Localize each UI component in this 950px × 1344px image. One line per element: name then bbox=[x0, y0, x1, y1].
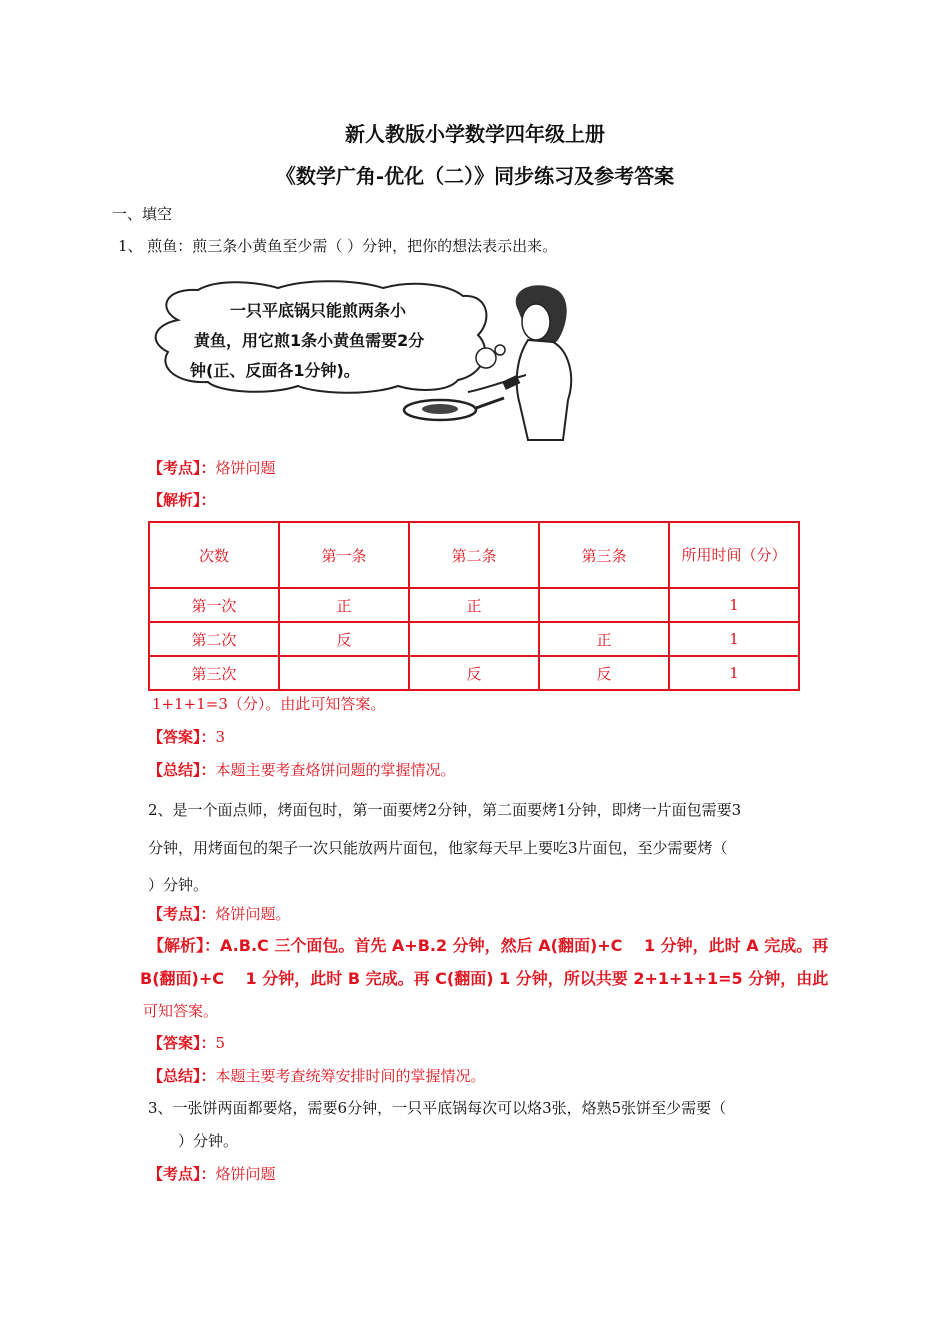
table-cell: 1 bbox=[669, 588, 799, 622]
table-cell: 正 bbox=[409, 588, 539, 622]
table-cell: 第三次 bbox=[149, 656, 279, 690]
table-cell: 反 bbox=[279, 622, 409, 656]
table-cell: 1 bbox=[669, 656, 799, 690]
answer-value: 5 bbox=[215, 1034, 226, 1052]
table-row bbox=[149, 656, 799, 690]
kaodian-value: 烙饼问题 bbox=[215, 459, 276, 477]
kaodian-value: 烙饼问题 bbox=[215, 1165, 276, 1183]
q2-line-3: ）分钟。 bbox=[148, 876, 209, 894]
q2-kaodian bbox=[148, 904, 291, 924]
section-heading: 一、填空 bbox=[112, 205, 173, 223]
table-cell bbox=[409, 622, 539, 656]
q2-jiexi-line-1: 【解析】：A.B.C 三个面包。首先 A+B.2 分钟，然后 A(翻面)+C 1 分钟，此时 A 完成。再 bbox=[148, 936, 829, 955]
q1-answer bbox=[148, 727, 225, 747]
q3-kaodian bbox=[148, 1164, 276, 1184]
table-cell: 反 bbox=[539, 656, 669, 690]
table-cell: 正 bbox=[279, 588, 409, 622]
bubble-line-3: 钟(正、反面各1分钟)。 bbox=[190, 361, 360, 380]
bubble-line-1: 一只平底锅只能煎两条小 bbox=[230, 301, 407, 320]
solution-table bbox=[148, 521, 800, 691]
body bbox=[517, 340, 571, 440]
q1-text: 1、 煎鱼：煎三条小黄鱼至少需（ ）分钟，把你的想法表示出来。 bbox=[118, 237, 558, 255]
table-row bbox=[149, 588, 799, 622]
q2-jiexi-line-3: 可知答案。 bbox=[143, 1002, 219, 1020]
table-cell: 反 bbox=[409, 656, 539, 690]
pan-handle bbox=[476, 398, 504, 408]
table-cell: 第一次 bbox=[149, 588, 279, 622]
q1-jiexi-label: 【解析】： bbox=[148, 491, 216, 509]
q3-line-2: ）分钟。 bbox=[178, 1132, 239, 1150]
kaodian-label: 【考点】： bbox=[148, 1165, 216, 1183]
summary-value: 本题主要考查烙饼问题的掌握情况。 bbox=[215, 761, 456, 779]
table-header: 第三条 bbox=[539, 522, 669, 588]
q2-jiexi-line-2: B(翻面)+C 1 分钟，此时 B 完成。再 C(翻面) 1 分钟，所以共要 2+1+1+1=5 分钟，由此 bbox=[140, 969, 829, 988]
doc-title-line1: 新人教版小学数学四年级上册 bbox=[345, 122, 605, 146]
summary-label: 【总结】： bbox=[148, 761, 216, 779]
answer-label: 【答案】： bbox=[148, 728, 216, 746]
table-header: 所用时间（分） bbox=[669, 522, 799, 588]
table-cell: 正 bbox=[539, 622, 669, 656]
table-header: 第一条 bbox=[279, 522, 409, 588]
table-header: 第二条 bbox=[409, 522, 539, 588]
table-cell bbox=[279, 656, 409, 690]
q1-calc: 1+1+1=3（分）。由此可知答案。 bbox=[152, 695, 386, 713]
bubble-line-2: 黄鱼，用它煎1条小黄鱼需要2分 bbox=[194, 331, 425, 350]
summary-label: 【总结】： bbox=[148, 1067, 216, 1085]
q1-summary bbox=[148, 760, 456, 780]
q3-line-1: 3、一张饼两面都要烙，需要6分钟，一只平底锅每次可以烙3张，烙熟5张饼至少需要（ bbox=[148, 1099, 727, 1117]
table-cell: 1 bbox=[669, 622, 799, 656]
doc-title-line2: 《数学广角-优化（二）》同步练习及参考答案 bbox=[275, 164, 675, 188]
bubble-dot bbox=[476, 348, 496, 368]
bubble-dot bbox=[495, 345, 505, 355]
table-cell bbox=[539, 588, 669, 622]
kaodian-label: 【考点】： bbox=[148, 459, 216, 477]
kaodian-value: 烙饼问题。 bbox=[215, 905, 291, 923]
table-header-row bbox=[149, 522, 799, 588]
q2-line-2: 分钟，用烤面包的架子一次只能放两片面包，他家每天早上要吃3片面包，至少需要烤（ bbox=[148, 839, 728, 857]
kaodian-label: 【考点】： bbox=[148, 905, 216, 923]
q2-answer bbox=[148, 1033, 225, 1053]
summary-value: 本题主要考查统筹安排时间的掌握情况。 bbox=[215, 1067, 486, 1085]
answer-value: 3 bbox=[215, 728, 226, 746]
q2-line-1: 2、是一个面点师，烤面包时，第一面要烤2分钟，第二面要烤1分钟，即烤一片面包需要3 bbox=[148, 801, 742, 819]
table-cell: 第二次 bbox=[149, 622, 279, 656]
answer-label: 【答案】： bbox=[148, 1034, 216, 1052]
table-row bbox=[149, 622, 799, 656]
bubble-text bbox=[190, 296, 425, 386]
face bbox=[522, 304, 550, 340]
q1-kaodian bbox=[148, 458, 276, 478]
q2-summary bbox=[148, 1066, 486, 1086]
table-header: 次数 bbox=[149, 522, 279, 588]
fish-in-pan bbox=[422, 404, 458, 414]
